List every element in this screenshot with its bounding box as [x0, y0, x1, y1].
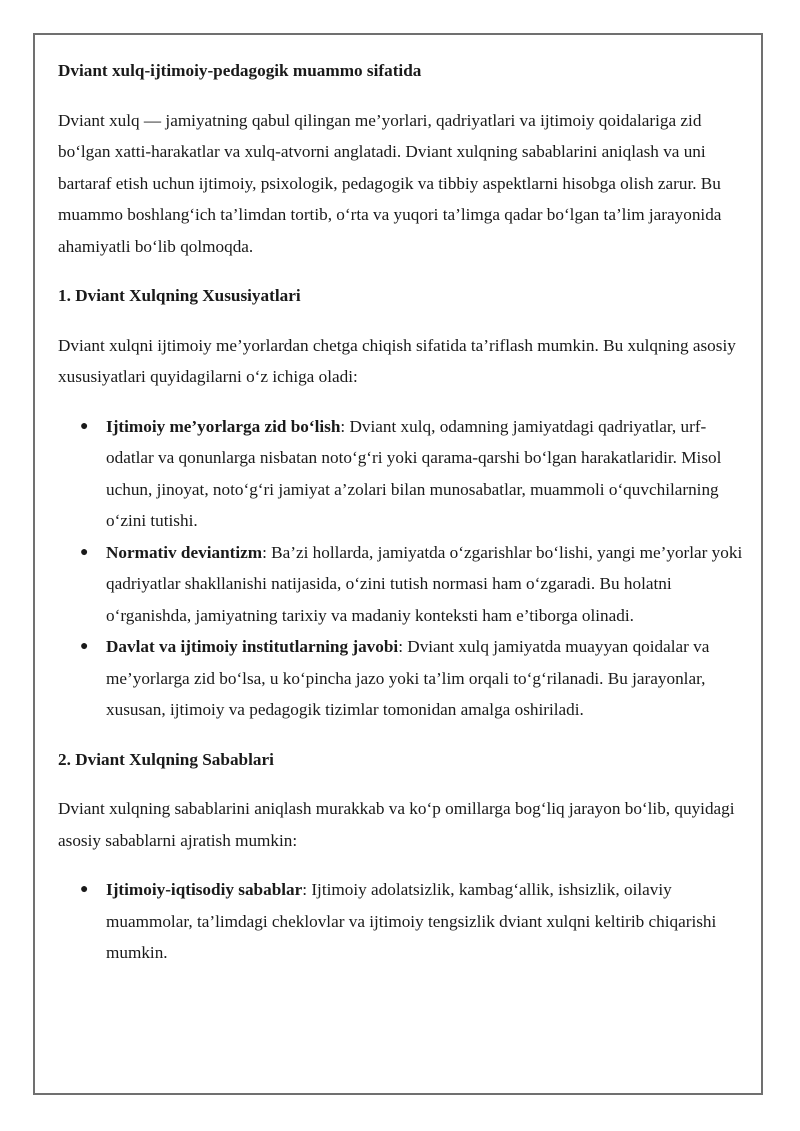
list-item [58, 874, 748, 969]
list-item [58, 631, 748, 726]
list-item [58, 411, 748, 537]
section-1-heading: 1. Dviant Xulqning Xususiyatlari [58, 286, 301, 305]
list-item-text: : Dviant xulq, odamning jamiyatdagi qadriyatlar, urf-odatlar va qonunlarga nisbatan noto‘g‘ri yoki qarama-qarshi bo‘lgan harakatlaridir. Misol uchun, jinoyat, noto‘g‘ri jamiyat a’zolari bilan munosabatlar, muammoli o‘quvchilarning o‘zini tutishi. [106, 416, 722, 530]
section-2-heading: 2. Dviant Xulqning Sabablari [58, 749, 274, 769]
list-item-term: Normativ deviantizm [106, 542, 263, 562]
document-body [58, 55, 748, 969]
list-item-text: : Ba’zi hollarda, jamiyatda o‘zgarishlar bo‘lishi, yangi me’yorlar yoki qadriyatlar shakllanishi natijasida, o‘zini tutish normasi ham o‘zgaradi. Bu holatni o‘rganishda, jamiyatning tarixiy va madaniy konteksti ham e’tiborga olinadi. [106, 542, 743, 625]
list-item-term: Davlat va ijtimoiy institutlarning javobi [106, 637, 399, 656]
list-item-term: Ijtimoiy me’yorlarga zid bo‘lish [106, 416, 341, 436]
bullet-icon: ● [80, 882, 89, 897]
section-2-lead: Dviant xulqning sabablarini aniqlash murakkab va ko‘p omillarga bog‘liq jarayon bo‘lib, quyidagi asosiy sabablarni ajratish mumkin: [58, 799, 735, 850]
section-1-lead: Dviant xulqni ijtimoiy me’yorlardan chetga chiqish sifatida ta’riflash mumkin. Bu xulqning asosiy xususiyatlari quyidagilarni o‘z ichiga oladi: [58, 335, 736, 386]
bullet-icon: ● [80, 418, 89, 434]
list-item-term: Ijtimoiy-iqtisodiy sabablar [106, 880, 303, 899]
bullet-icon: ● [80, 639, 89, 654]
bullet-icon: ● [80, 544, 89, 560]
intro-paragraph: Dviant xulq — jamiyatning qabul qilingan me’yorlari, qadriyatlari va ijtimoiy qoidalariga zid bo‘lgan xatti-harakatlar va xulq-atvorni anglatadi. Dviant xulqning sabablarini aniqlash va uni bartaraf etish uchun ijtimoiy, psixologik, pedagogik va tibbiy aspektlarni hisobga olish zarur. Bu muammo boshlang‘ich ta’limdan tortib, o‘rta va yuqori ta’limga qadar bo‘lgan ta’lim jarayonida ahamiyatli bo‘lib qolmoqda. [58, 110, 722, 256]
list-item-text: : Ijtimoiy adolatsizlik, kambag‘allik, ishsizlik, oilaviy muammolar, ta’limdagi cheklovlar va ijtimoiy tengsizlik dviant xulqni keltirib chiqarishi mumkin. [106, 880, 717, 962]
list-item [58, 537, 748, 632]
section-2-list [58, 874, 748, 969]
section-1-list [58, 411, 748, 726]
list-item-text: : Dviant xulq jamiyatda muayyan qoidalar va me’yorlarga zid bo‘lsa, u ko‘pincha jazo yoki ta’lim orqali to‘g‘rilanadi. Bu jarayonlar, xususan, ijtimoiy va pedagogik tizimlar tomonidan amalga oshiriladi. [106, 637, 710, 719]
document-title: Dviant xulq-ijtimoiy-pedagogik muammo sifatida [58, 61, 422, 80]
